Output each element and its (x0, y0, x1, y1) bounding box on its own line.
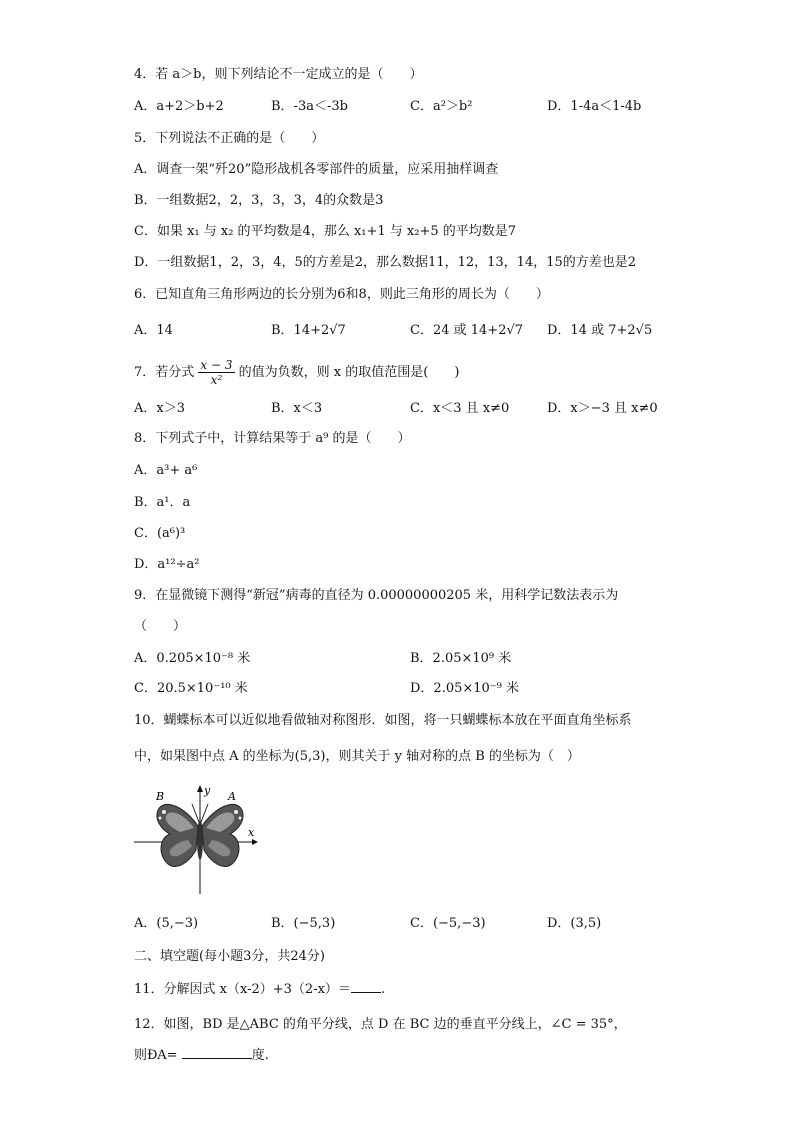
q4-option-c: C．a²＞b² (410, 99, 473, 114)
q9-option-c: C．20.5×10⁻¹⁰ 米 (134, 681, 248, 696)
q10-stem: 10．蝴蝶标本可以近似地看做轴对称图形．如图，将一只蝴蝶标本放在平面直角坐标系 (134, 713, 632, 728)
q6-options (134, 322, 694, 342)
q5-option-d: D．一组数据1，2，3，4，5的方差是2，那么数据11，12，13，14，15的方差也是2 (134, 255, 637, 270)
q7-stem-post: 的值为负数，则 x 的取值范围是( ) (238, 365, 460, 380)
q10-option-b: B．(−5,3) (271, 916, 336, 931)
q8-option-d: D．a¹²÷a² (134, 557, 200, 572)
q10-stem-line2: 中，如果图中点 A 的坐标为(5,3)，则其关于 y 轴对称的点 B 的坐标为（ ） (134, 749, 580, 764)
q12-stem-post: 度. (251, 1048, 269, 1063)
q4-options (134, 98, 694, 118)
q5-option-b: B．一组数据2，2，3，3，3，4的众数是3 (134, 193, 384, 208)
q6-stem: 6．已知直角三角形两边的长分别为6和8，则此三角形的周长为（ ） (134, 287, 549, 302)
q10-option-a: A．(5,−3) (134, 916, 199, 931)
q8-stem: 8．下列式子中，计算结果等于 a⁹ 的是（ ） (134, 431, 411, 446)
q5-option-c: C．如果 x₁ 与 x₂ 的平均数是4，那么 x₁+1 与 x₂+5 的平均数是7 (134, 224, 517, 239)
q7-fraction-denominator: x² (210, 373, 223, 387)
q9-options-row2 (134, 680, 694, 700)
q11-answer-blank (351, 980, 381, 993)
point-b-label: B (156, 790, 165, 803)
x-axis-label: x (248, 826, 255, 839)
q7-fraction-numerator: x − 3 (200, 358, 233, 372)
q9-stem-parens: （ ） (134, 619, 187, 634)
q7-stem-pre: 7．若分式 (134, 365, 195, 380)
q6-option-b: B．14+2√7 (271, 323, 346, 338)
q7-option-b: B．x＜3 (271, 401, 323, 416)
q10-options (134, 915, 694, 935)
q5-option-a: A．调查一架“歼20”隐形战机各零部件的质量，应采用抽样调查 (134, 162, 499, 177)
q6-option-d: D．14 或 7+2√5 (547, 323, 653, 338)
butterfly-coordinate-diagram (134, 784, 258, 894)
q6-option-c: C．24 或 14+2√7 (410, 323, 524, 338)
q5-stem: 5．下列说法不正确的是（ ） (134, 131, 325, 146)
q6-option-a: A．14 (134, 323, 173, 338)
q12-stem: 12．如图，BD 是△ABC 的角平分线，点 D 在 BC 边的垂直平分线上，∠C = 35°， (134, 1017, 627, 1032)
q7-stem (134, 356, 459, 390)
q7-option-d: D．x＞−3 且 x≠0 (547, 401, 658, 416)
point-a-label: A (228, 790, 236, 803)
q7-options (134, 400, 694, 420)
q10-option-c: C．(−5,−3) (410, 916, 486, 931)
q11-stem-end: . (380, 982, 386, 997)
q9-option-a: A．0.205×10⁻⁸ 米 (134, 651, 251, 666)
q7-option-c: C．x＜3 且 x≠0 (410, 401, 510, 416)
q12-answer-blank (182, 1046, 252, 1059)
q12-stem-pre: 则ÐA= (134, 1048, 182, 1063)
q9-stem: 9．在显微镜下测得“新冠”病毒的直径为 0.00000000205 米，用科学记数法表示为 (134, 588, 619, 603)
q10-option-d: D．(3,5) (547, 916, 602, 931)
q4-option-b: B．-3a＜-3b (271, 99, 348, 114)
y-axis-label: y (204, 784, 211, 797)
q7-fraction (198, 358, 234, 387)
q9-option-b: B．2.05×10⁹ 米 (410, 651, 512, 666)
q8-option-b: B．a¹．a (134, 495, 191, 510)
q9-option-d: D．2.05×10⁻⁹ 米 (410, 681, 520, 696)
section-heading-fill-in: 二、填空题(每小题3分，共24分) (134, 949, 325, 964)
butterfly-figure (134, 784, 258, 894)
q4-stem: 4．若 a＞b，则下列结论不一定成立的是（ ） (134, 67, 423, 82)
q11-stem-text: 11．分解因式 x（x-2）+3（2-x）＝ (134, 982, 351, 997)
q4-option-d: D．1-4a＜1-4b (547, 99, 642, 114)
q7-option-a: A．x＞3 (134, 401, 185, 416)
q11-stem (134, 980, 385, 999)
q8-option-c: C．(a⁶)³ (134, 526, 186, 541)
q9-options-row1 (134, 650, 694, 670)
q4-option-a: A．a+2＞b+2 (134, 99, 224, 114)
q8-option-a: A．a³+ a⁶ (134, 463, 198, 478)
q12-stem-line2 (134, 1046, 269, 1065)
